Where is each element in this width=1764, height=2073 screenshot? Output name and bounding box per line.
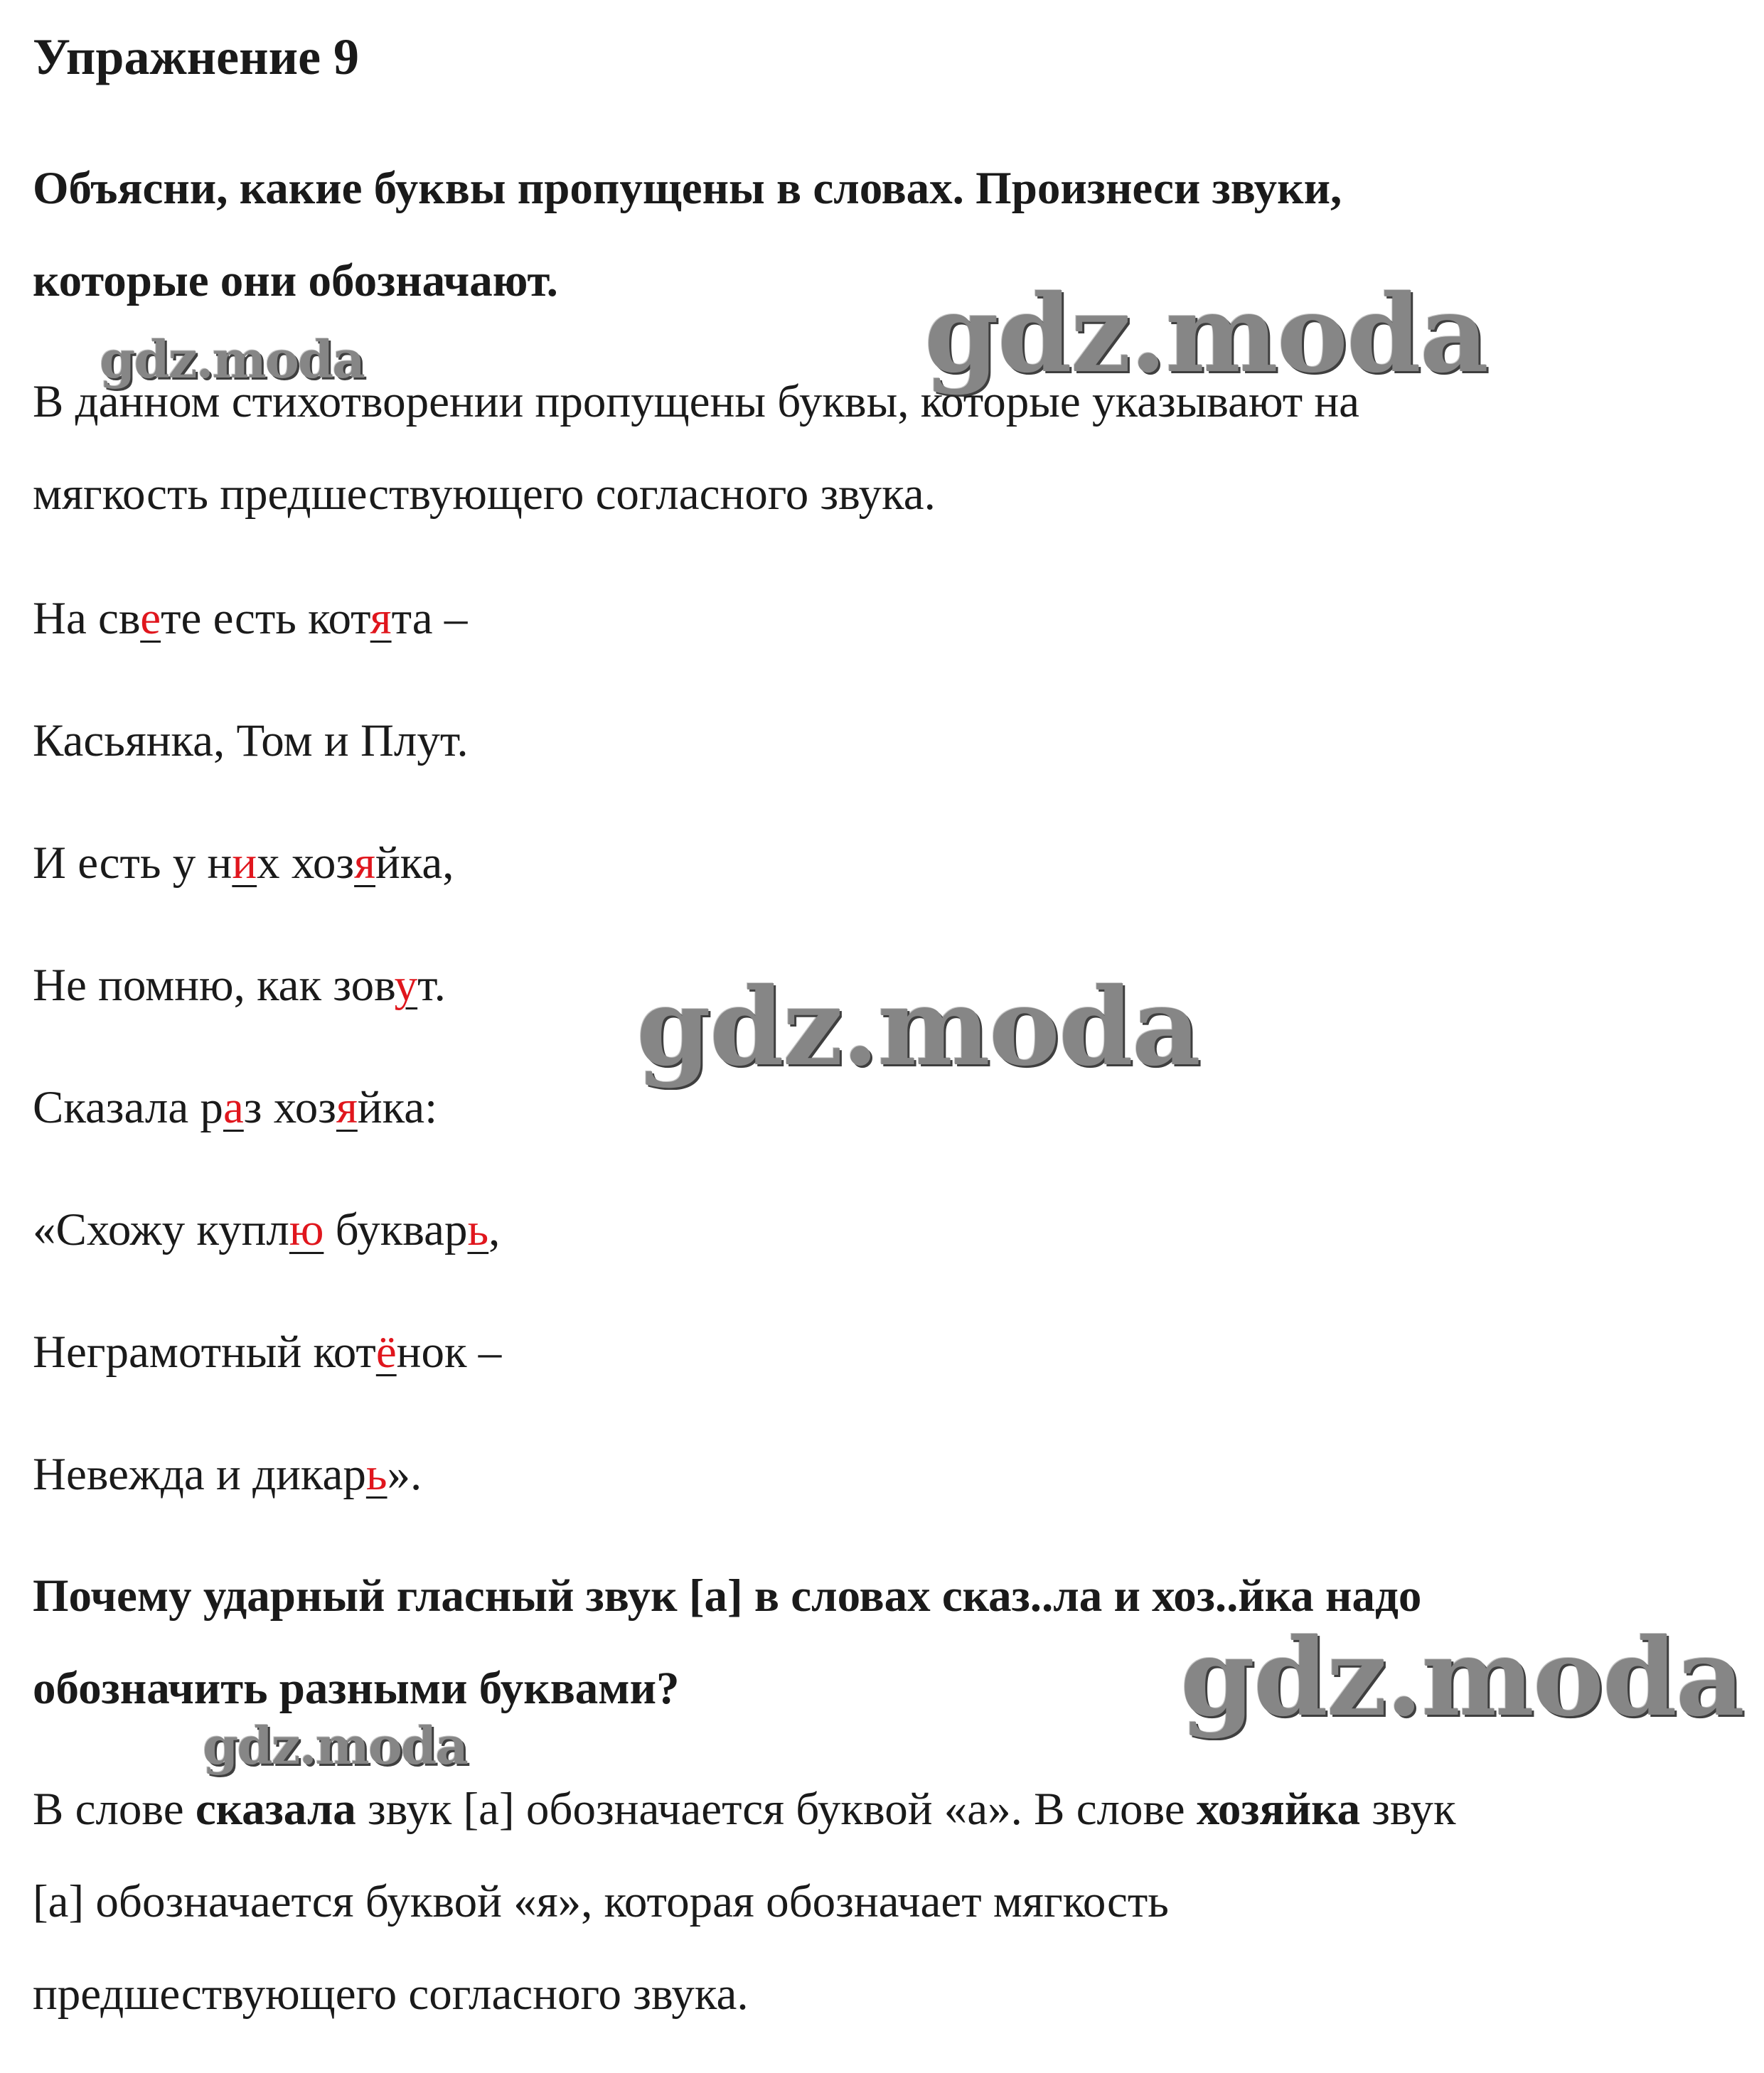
poem-line-3 bbox=[33, 835, 454, 891]
poem-text: ». bbox=[387, 1449, 422, 1500]
missing-letter: ю bbox=[289, 1204, 324, 1255]
poem-text: Невежда и дикар bbox=[33, 1449, 366, 1500]
poem-line-8 bbox=[33, 1446, 422, 1503]
watermark: gdz.moda bbox=[1180, 1615, 1744, 1740]
poem-text: йка, bbox=[375, 837, 454, 889]
poem-text: те есть кот bbox=[161, 593, 370, 644]
poem-text: та – bbox=[391, 593, 468, 644]
answer-1-line-1: В данном стихотворении пропущены буквы, которые указывают на bbox=[33, 376, 1359, 427]
poem-line-2 bbox=[33, 712, 469, 769]
answer-2-line-2: [а] обозначается буквой «я», которая обозначает мягкость bbox=[33, 1876, 1169, 1927]
poem-line-4 bbox=[33, 957, 446, 1014]
poem-text: Касьянка, Том и Плут. bbox=[33, 715, 469, 766]
answer-keyword: сказала bbox=[195, 1784, 356, 1835]
missing-letter: ё bbox=[375, 1327, 397, 1378]
poem-line-7 bbox=[33, 1324, 501, 1381]
question-1-line-1: Объясни, какие буквы пропущены в словах. Произнеси звуки, bbox=[33, 163, 1342, 214]
missing-letter: и bbox=[232, 837, 257, 889]
watermark: gdz.moda bbox=[636, 965, 1200, 1090]
poem-text: з хоз bbox=[243, 1082, 336, 1133]
answer-keyword: хозяйка bbox=[1196, 1784, 1361, 1835]
poem-text: , bbox=[488, 1204, 501, 1255]
poem-text: На св bbox=[33, 593, 141, 644]
answer-2-line-3: предшествующего согласного звука. bbox=[33, 1968, 749, 2020]
poem-text: Неграмотный кот bbox=[33, 1327, 376, 1378]
poem-text: х хоз bbox=[257, 837, 355, 889]
missing-letter: я bbox=[370, 593, 392, 644]
question-2-line-2: обозначить разными буквами? bbox=[33, 1663, 680, 1714]
missing-letter: а bbox=[223, 1082, 244, 1133]
missing-letter: я bbox=[354, 837, 376, 889]
poem-line-6 bbox=[33, 1201, 500, 1258]
missing-letter: ь bbox=[467, 1204, 489, 1255]
question-2-line-1: Почему ударный гласный звук [а] в словах сказ..ла и хоз..йка надо bbox=[33, 1570, 1422, 1622]
exercise-title: Упражнение 9 bbox=[33, 28, 360, 85]
answer-text: звук [а] обозначается буквой «а». В слове bbox=[356, 1784, 1197, 1835]
poem-line-1 bbox=[33, 590, 467, 647]
poem-text: Не помню, как зов bbox=[33, 960, 395, 1011]
poem-text: «Схожу купл bbox=[33, 1204, 289, 1255]
poem-text: И есть у н bbox=[33, 837, 232, 889]
question-1-line-2: которые они обозначают. bbox=[33, 255, 558, 306]
watermark: gdz.moda bbox=[924, 272, 1488, 397]
answer-text: В слове bbox=[33, 1784, 196, 1835]
missing-letter: у bbox=[394, 960, 418, 1011]
watermark: gdz.moda bbox=[203, 1715, 467, 1776]
poem-text: йка: bbox=[357, 1082, 438, 1133]
watermark: gdz.moda bbox=[100, 329, 364, 390]
answer-2-line-1 bbox=[33, 1781, 1456, 1838]
poem-text: Сказала р bbox=[33, 1082, 223, 1133]
answer-text: звук bbox=[1360, 1784, 1456, 1835]
missing-letter: е bbox=[140, 593, 161, 644]
poem-text: буквар bbox=[324, 1204, 468, 1255]
poem-line-5 bbox=[33, 1079, 437, 1136]
missing-letter: я bbox=[336, 1082, 358, 1133]
poem-text: т. bbox=[417, 960, 446, 1011]
missing-letter: ь bbox=[365, 1449, 387, 1500]
answer-1-line-2: мягкость предшествующего согласного звука. bbox=[33, 468, 936, 520]
poem-text: нок – bbox=[396, 1327, 502, 1378]
